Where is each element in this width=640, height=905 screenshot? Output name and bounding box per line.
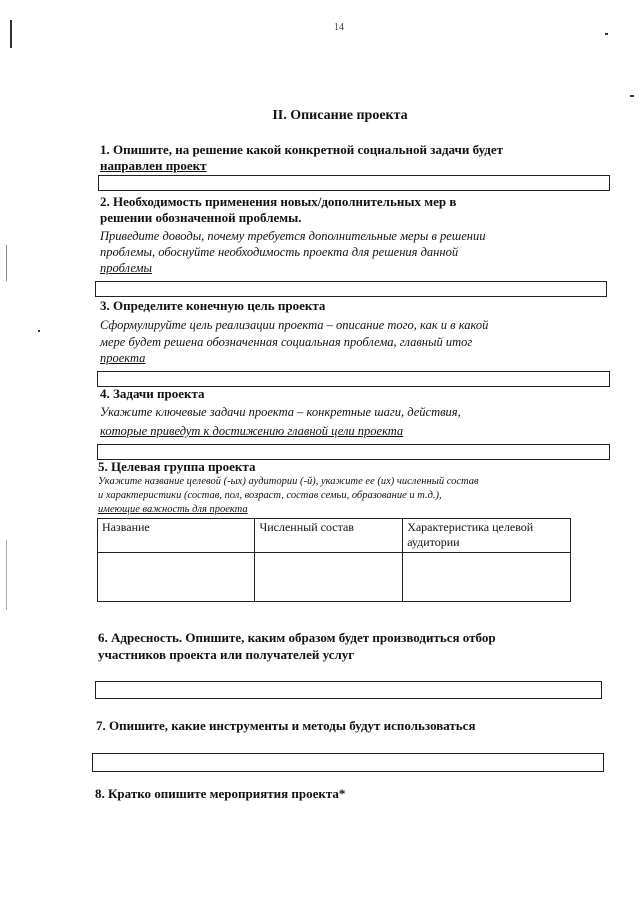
question-8-line-1: 8. Кратко опишите мероприятия проекта* (95, 786, 346, 801)
question-7-answer-field[interactable] (92, 753, 604, 772)
question-2-line-1: 2. Необходимость применения новых/дополнительных мер в (100, 194, 457, 209)
question-5-hint-1: Укажите название целевой (-ых) аудитории (-й), укажите ее (их) численный состав (98, 476, 479, 487)
table-header-row (98, 519, 571, 553)
question-1-answer-field[interactable] (98, 175, 610, 191)
question-7-line-1: 7. Опишите, какие инструменты и методы будут использоваться (96, 718, 476, 733)
question-2-answer-field[interactable] (95, 281, 607, 297)
section-title: II. Описание проекта (272, 108, 408, 123)
question-4-line-1: 4. Задачи проекта (100, 386, 205, 401)
table-cell-count[interactable] (255, 553, 403, 602)
question-3-line-1: 3. Определите конечную цель проекта (100, 298, 326, 313)
scan-mark-right-2 (630, 95, 634, 97)
table-row (98, 553, 571, 602)
table-header-count: Численный состав (255, 519, 403, 553)
table-header-name: Название (98, 519, 255, 553)
question-4-hint-2: которые приведут к достижению главной цели проекта (100, 424, 404, 438)
page-number: 14 (334, 22, 344, 33)
scan-mark-left-mid (6, 245, 7, 281)
table-header-characteristics: Характеристика целевой аудитории (403, 519, 571, 553)
question-6-line-2: участников проекта или получателей услуг (98, 647, 355, 662)
scan-mark-left-top (10, 20, 12, 48)
question-1-line-2: направлен проект (100, 158, 207, 173)
question-2-hint-2: проблемы, обоснуйте необходимость проекта для решения данной (100, 245, 459, 259)
question-4-hint-1: Укажите ключевые задачи проекта – конкретные шаги, действия, (100, 405, 461, 419)
question-2-hint-3: проблемы (100, 261, 153, 275)
question-3-hint-3: проекта (100, 351, 146, 365)
question-6-line-1: 6. Адресность. Опишите, каким образом будет производиться отбор (98, 630, 496, 645)
scan-mark-right-top (605, 33, 608, 35)
question-2-line-2: решении обозначенной проблемы. (100, 210, 302, 225)
question-1-line-1: 1. Опишите, на решение какой конкретной социальной задачи будет (100, 142, 503, 157)
question-5-hint-2: и характеристики (состав, пол, возраст, состав семьи, образование и т.д.), (98, 490, 442, 501)
question-6-answer-field[interactable] (95, 681, 602, 699)
scan-mark-dot (38, 330, 40, 332)
scan-mark-left-low (6, 540, 7, 610)
question-5-line-1: 5. Целевая группа проекта (98, 459, 256, 474)
question-3-answer-field[interactable] (97, 371, 610, 387)
question-3-hint-1: Сформулируйте цель реализации проекта – описание того, как и в какой (100, 318, 489, 332)
question-5-hint-3: имеющие важность для проекта (98, 504, 248, 515)
question-2-hint-1: Приведите доводы, почему требуется дополнительные меры в решении (100, 229, 486, 243)
table-cell-name[interactable] (98, 553, 255, 602)
table-cell-characteristics[interactable] (403, 553, 571, 602)
question-4-answer-field[interactable] (97, 444, 610, 460)
question-3-hint-2: мере будет решена обозначенная социальная проблема, главный итог (100, 335, 473, 349)
target-group-table (97, 518, 571, 602)
